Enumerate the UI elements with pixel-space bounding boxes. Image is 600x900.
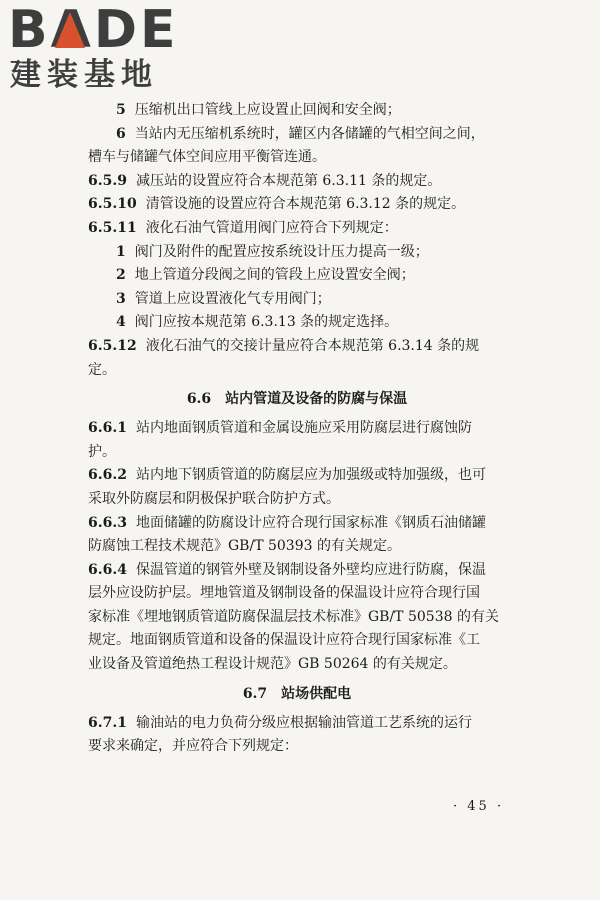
item-number: 3 — [116, 290, 126, 307]
clause-line — [88, 712, 506, 736]
clause-line — [88, 170, 506, 194]
list-item — [88, 288, 506, 312]
line-text: 液化石油气的交接计量应符合本规范第 6.3.14 条的规 — [145, 337, 480, 354]
section-heading — [88, 677, 506, 712]
list-item — [88, 99, 506, 123]
line-text: 槽车与储罐气体空间应用平衡管连通。 — [88, 149, 326, 166]
line-text: 防腐蚀工程技术规范》GB/T 50393 的有关规定。 — [88, 538, 401, 555]
line-text: 压缩机出口管线上应设置止回阀和安全阀； — [134, 102, 401, 118]
text-line — [88, 653, 506, 677]
section-number: 6.7 — [242, 685, 268, 702]
logo-wordmark: BADE — [8, 0, 179, 60]
clause-number: 6.5.9 — [88, 172, 127, 189]
clause-number: 6.7.1 — [88, 714, 127, 731]
clause-number: 6.6.1 — [88, 420, 127, 437]
line-text: 管道上应设置液化气专用阀门； — [134, 290, 331, 307]
clause-number: 6.6.2 — [88, 467, 127, 484]
clause-number: 6.5.11 — [88, 219, 137, 236]
clause-line — [88, 217, 506, 241]
item-number: 2 — [116, 267, 126, 284]
line-text: 输油站的电力负荷分级应根据输油管道工艺系统的运行 — [135, 714, 472, 731]
line-text: 当站内无压缩机系统时，罐区内各储罐的气相空间之间， — [134, 125, 485, 142]
line-text: 地上管道分段阀之间的管段上应设置安全阀； — [134, 267, 415, 284]
bade-logo — [8, 2, 178, 97]
item-number: 1 — [116, 243, 126, 260]
section-heading — [88, 382, 506, 417]
text-line — [88, 735, 506, 759]
logo-subtitle: 建装基地 — [10, 57, 158, 93]
line-text: 采取外防腐层和阴极保护联合防护方式。 — [88, 490, 340, 507]
line-text: 站内地面钢质管道和金属设施应采用防腐层进行腐蚀防 — [135, 420, 472, 437]
line-text: 清管设施的设置应符合本规范第 6.3.12 条的规定。 — [145, 196, 466, 213]
line-text: 阀门应按本规范第 6.3.13 条的规定选择。 — [134, 314, 399, 331]
list-item — [88, 123, 506, 147]
line-text: 护。 — [88, 443, 116, 460]
line-text: 地面储罐的防腐设计应符合现行国家标准《钢质石油储罐 — [135, 514, 486, 531]
list-item — [88, 264, 506, 288]
line-text: 要求来确定，并应符合下列规定： — [88, 738, 298, 755]
section-title: 站场供配电 — [281, 685, 352, 702]
section-title: 站内管道及设备的防腐与保温 — [225, 391, 408, 408]
text-line — [88, 606, 506, 630]
clause-line — [88, 559, 506, 583]
text-line — [88, 629, 506, 653]
clause-line — [88, 193, 506, 217]
clause-number: 6.5.12 — [88, 337, 137, 354]
clause-number: 6.5.10 — [88, 196, 137, 213]
line-text: 减压站的设置应符合本规范第 6.3.11 条的规定。 — [135, 172, 442, 189]
text-line — [88, 535, 506, 559]
clause-line — [88, 464, 506, 488]
logo-triangle-icon — [55, 12, 85, 48]
clause-line — [88, 335, 506, 359]
section-number: 6.6 — [186, 391, 212, 408]
line-text: 保温管道的钢管外壁及钢制设备外壁均应进行防腐，保温 — [135, 561, 486, 578]
line-text: 家标准《埋地钢质管道防腐保温层技术标准》GB/T 50538 的有关 — [88, 608, 499, 625]
line-text: 层外应设防护层。埋地管道及钢制设备的保温设计应符合现行国 — [88, 585, 480, 602]
item-number: 4 — [116, 314, 126, 331]
line-text: 定。 — [88, 361, 116, 378]
line-text: 液化石油气管道用阀门应符合下列规定： — [145, 219, 398, 236]
page-number: · 45 · — [453, 799, 505, 814]
text-line — [88, 582, 506, 606]
clause-number: 6.6.3 — [88, 514, 127, 531]
text-line — [88, 488, 506, 512]
line-text: 规定。地面钢质管道和设备的保温设计应符合现行国家标准《工 — [88, 632, 480, 649]
list-item — [88, 241, 506, 265]
line-text: 阀门及附件的配置应按系统设计压力提高一级； — [134, 243, 429, 260]
clause-number: 6.6.4 — [88, 561, 127, 578]
clause-line — [88, 512, 506, 536]
clause-line — [88, 417, 506, 441]
line-text: 站内地下钢质管道的防腐层应为加强级或特加强级，也可 — [135, 467, 486, 484]
item-number: 5 — [116, 102, 126, 118]
page-body — [88, 99, 506, 759]
text-line — [88, 146, 506, 170]
text-line — [88, 441, 506, 465]
list-item — [88, 311, 506, 335]
text-line — [88, 359, 506, 383]
item-number: 6 — [116, 125, 126, 142]
line-text: 业设备及管道绝热工程设计规范》GB 50264 的有关规定。 — [88, 656, 457, 673]
